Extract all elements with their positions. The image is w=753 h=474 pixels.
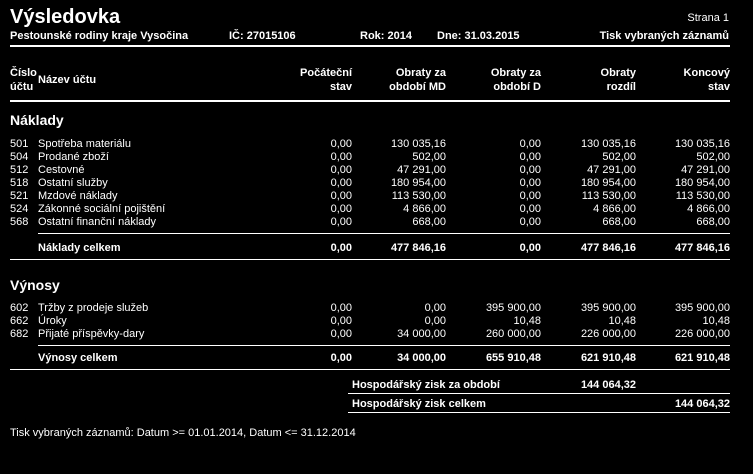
table-row: 662 Úroky 0,00 0,00 10,48 10,48 10,48 xyxy=(10,315,730,327)
revenues-total-row: Výnosy celkem 0,00 34 000,00 655 910,48 621 910,48 621 910,48 xyxy=(38,352,730,364)
header-divider xyxy=(10,45,730,47)
costs-section-divider xyxy=(10,259,730,260)
company-id: IČ: 27015106 xyxy=(229,30,296,42)
page-number: Strana 1 xyxy=(687,12,729,24)
profit-period-value: 144 064,32 xyxy=(580,379,636,391)
revenues-section-divider xyxy=(10,369,730,370)
report-year: Rok: 2014 xyxy=(360,30,412,42)
section-heading-revenues: Výnosy xyxy=(10,277,60,293)
table-row: 568 Ostatní finanční náklady 0,00 668,00 0,00 668,00 668,00 xyxy=(10,216,730,228)
table-row: 524 Zákonné sociální pojištění 0,00 4 866,00 0,00 4 866,00 4 866,00 xyxy=(10,203,730,215)
table-row: 521 Mzdové náklady 0,00 113 530,00 0,00 113 530,00 113 530,00 xyxy=(10,190,730,202)
organization-name: Pestounské rodiny kraje Vysočina xyxy=(10,30,189,42)
profit-bottom-divider xyxy=(348,412,730,413)
report-date: Dne: 31.03.2015 xyxy=(437,30,520,42)
profit-total-label: Hospodářský zisk celkem xyxy=(352,398,486,410)
costs-total-row: Náklady celkem 0,00 477 846,16 0,00 477 846,16 477 846,16 xyxy=(38,242,730,254)
costs-total-divider xyxy=(38,233,730,234)
table-row: 501 Spotřeba materiálu 0,00 130 035,16 0,00 130 035,16 130 035,16 xyxy=(10,138,730,150)
table-row: 602 Tržby z prodeje služeb 0,00 0,00 395 900,00 395 900,00 395 900,00 xyxy=(10,302,730,314)
table-row: 518 Ostatní služby 0,00 180 954,00 0,00 180 954,00 180 954,00 xyxy=(10,177,730,189)
col-header-opening: Počáteční stav xyxy=(300,67,352,93)
col-header-credit: Obraty za období D xyxy=(490,67,541,93)
col-header-debit: Obraty za období MD xyxy=(389,67,446,93)
column-header-divider xyxy=(10,100,730,102)
section-heading-costs: Náklady xyxy=(10,112,64,128)
table-row: 504 Prodané zboží 0,00 502,00 0,00 502,00 502,00 xyxy=(10,151,730,163)
col-header-diff: Obraty rozdíl xyxy=(600,67,636,93)
col-header-closing: Koncový stav xyxy=(683,67,730,93)
print-selection-label: Tisk vybraných záznamů xyxy=(599,30,729,42)
table-row: 682 Přijaté příspěvky-dary 0,00 34 000,00 260 000,00 226 000,00 226 000,00 xyxy=(10,328,730,340)
profit-total-row xyxy=(0,398,753,410)
report-title: Výsledovka xyxy=(10,6,121,28)
col-header-account: Číslo účtu xyxy=(10,67,37,93)
profit-divider xyxy=(348,393,730,394)
print-filter-note: Tisk vybraných záznamů: Datum >= 01.01.2014, Datum <= 31.12.2014 xyxy=(10,427,356,439)
profit-period-row xyxy=(0,379,753,391)
table-row: 512 Cestovné 0,00 47 291,00 0,00 47 291,00 47 291,00 xyxy=(10,164,730,176)
col-header-name: Název účtu xyxy=(38,74,97,86)
revenues-total-divider xyxy=(38,345,730,346)
profit-total-value: 144 064,32 xyxy=(674,398,730,410)
profit-period-label: Hospodářský zisk za období xyxy=(352,379,500,391)
